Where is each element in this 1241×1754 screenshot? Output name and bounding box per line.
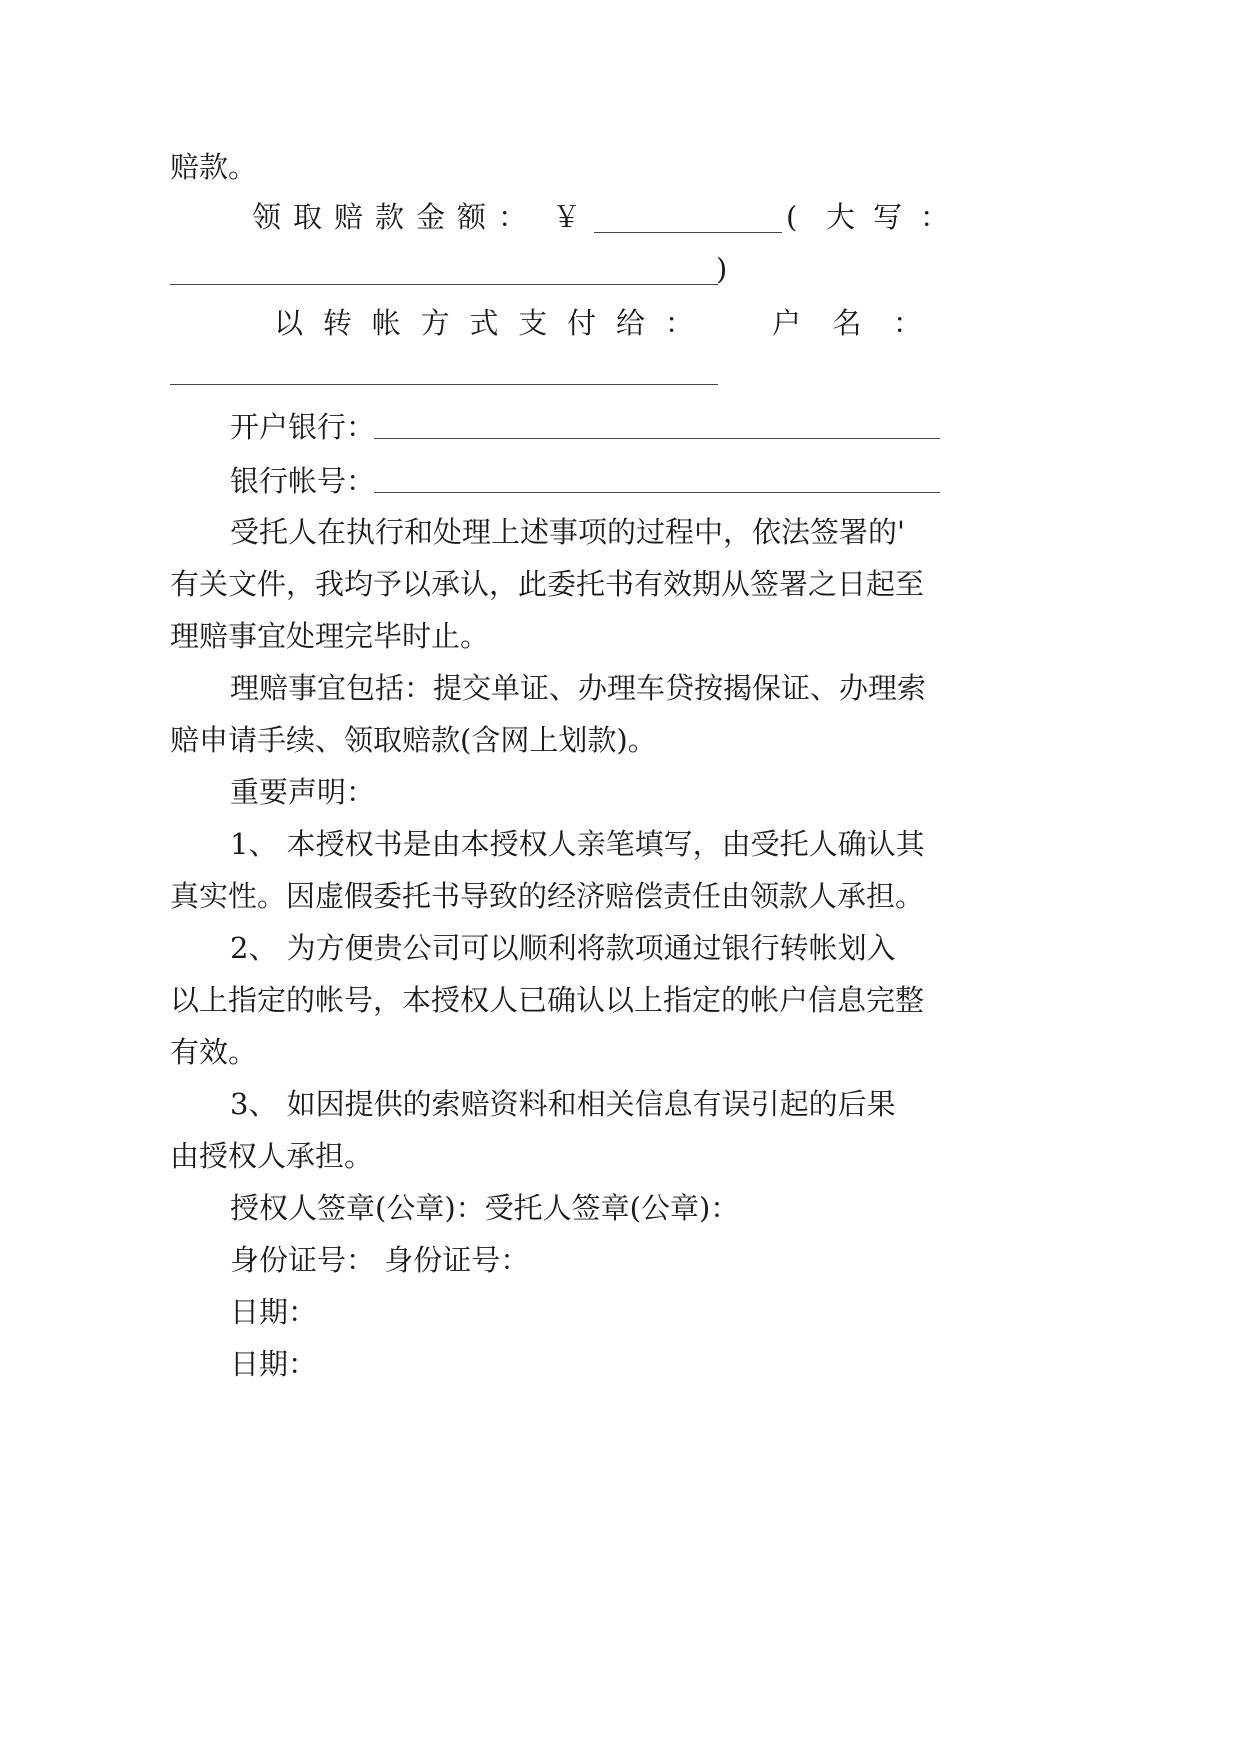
- amount-label: 领取赔款金额：: [252, 200, 540, 234]
- paragraph-entrust-line: 受托人在执行和处理上述事项的过程中，依法签署的': [230, 515, 905, 549]
- id-number-line: 身份证号： 身份证号：: [230, 1243, 530, 1277]
- account-name-blank[interactable]: [170, 384, 718, 385]
- date-line: 日期：: [230, 1295, 318, 1329]
- notice-1-line: 1、 本授权书是由本授权人亲笔填写，由受托人确认其: [230, 827, 925, 861]
- amount-words-label: 大写：: [826, 200, 968, 234]
- paragraph-entrust-line: 有关文件，我均予以承认，此委托书有效期从签署之日起至: [170, 567, 925, 601]
- transfer-label: 以 转 帐 方 式 支 付 给 ：: [274, 306, 694, 340]
- notice-2-line: 有效。: [170, 1035, 258, 1069]
- bank-label: 开户银行：: [230, 410, 376, 444]
- amount-words-blank[interactable]: [170, 284, 718, 285]
- notice-2-line: 以上指定的帐号，本授权人已确认以上指定的帐户信息完整: [170, 983, 925, 1017]
- close-paren: ): [716, 252, 728, 286]
- paragraph-entrust-line: 理赔事宜处理完毕时止。: [170, 619, 490, 653]
- notice-title: 重要声明：: [230, 775, 376, 809]
- bank-blank[interactable]: [374, 438, 940, 439]
- notice-3-line: 由授权人承担。: [170, 1139, 374, 1173]
- notice-2-line: 2、 为方便贵公司可以顺利将款项通过银行转帐划入: [230, 931, 896, 965]
- paragraph-scope-line: 赔申请手续、领取赔款(含网上划款)。: [170, 723, 657, 757]
- amount-figure-blank[interactable]: [594, 232, 782, 233]
- account-name-label: 户 名 ：: [772, 306, 922, 340]
- date-line: 日期：: [230, 1347, 318, 1381]
- account-number-blank[interactable]: [374, 492, 940, 493]
- signature-line: 授权人签章(公章)：受托人签章(公章)：: [230, 1191, 740, 1225]
- notice-3-line: 3、 如因提供的索赔资料和相关信息有误引起的后果: [230, 1087, 896, 1121]
- text-fragment: 赔款。: [170, 150, 258, 184]
- currency-symbol: ￥: [552, 200, 582, 234]
- paragraph-scope-line: 理赔事宜包括：提交单证、办理车贷按揭保证、办理索: [230, 671, 927, 705]
- account-label: 银行帐号：: [230, 464, 376, 498]
- notice-1-line: 真实性。因虚假委托书导致的经济赔偿责任由领款人承担。: [170, 879, 925, 913]
- open-paren: (: [786, 200, 798, 234]
